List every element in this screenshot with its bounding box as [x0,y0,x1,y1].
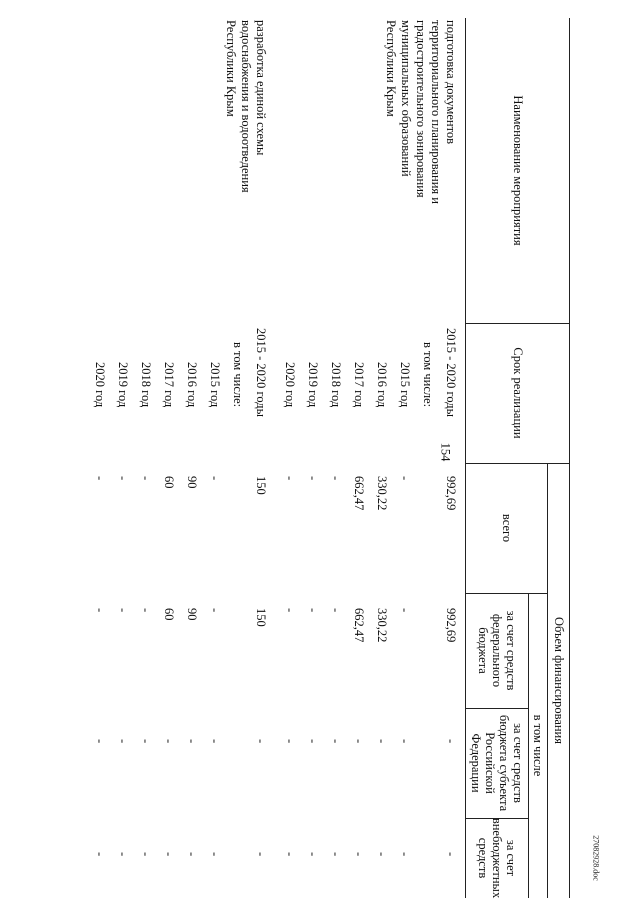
regional-value-cell: - [208,739,222,744]
regional-value-cell: - [352,739,366,744]
header-name: Наименование мероприятия [511,95,525,246]
activity-name-line: территориального планирования и [429,20,443,204]
total-value-cell: - [139,476,153,481]
federal-value-cell: - [116,608,130,613]
regional-value-cell: - [306,739,320,744]
total-value-cell: - [208,476,222,481]
activity-name-line: подготовка документов [444,20,458,145]
header-period: Срок реализации [511,347,525,439]
period-cell: 2015 - 2020 годы [444,328,458,418]
federal-value-cell: 662,47 [352,608,366,643]
total-value-cell: - [283,476,297,481]
header-federal: за счет средств федерального бюджета [476,610,519,691]
regional-value-cell: - [185,739,199,744]
federal-value-cell: 992,69 [444,608,458,643]
extra-value-cell: - [93,852,107,857]
period-cell: 2016 год [375,362,389,408]
period-cell: 2015 год [398,362,412,408]
extra-value-cell: - [185,852,199,857]
extra-value-cell: - [254,852,268,857]
regional-value-cell: - [283,739,297,744]
header-regional: за счет средств бюджета субъекта Российской Федерации [469,714,526,812]
total-value-cell: 150 [254,476,268,495]
period-cell: 2020 год [283,362,297,408]
period-cell: 2018 год [139,362,153,408]
federal-value-cell: 330,22 [375,608,389,643]
federal-value-cell: - [329,608,343,613]
activity-name-line: Республики Крым [384,20,398,117]
total-value-cell: - [116,476,130,481]
regional-value-cell: - [375,739,389,744]
activity-name-line: муниципальных образований [399,20,413,177]
total-value-cell: 90 [185,476,199,489]
header-total: всего [500,513,514,543]
total-value-cell: 330,22 [375,476,389,511]
regional-value-cell: - [162,739,176,744]
extra-value-cell: - [139,852,153,857]
period-cell: 2019 год [116,362,130,408]
federal-value-cell: - [398,608,412,613]
header-including: в том числе [531,714,546,777]
period-cell: 2017 год [352,362,366,408]
extra-value-cell: - [375,852,389,857]
period-cell: 2019 год [306,362,320,408]
total-value-cell: - [93,476,107,481]
federal-value-cell: 60 [162,608,176,621]
activity-name-line: водоснабжения и водоотведения [239,20,253,193]
header-extrabudget: за счет внебюджетных средств [476,817,519,899]
extra-value-cell: - [329,852,343,857]
header-volume: Объем финансирования [552,617,566,744]
extra-value-cell: - [398,852,412,857]
federal-value-cell: - [139,608,153,613]
period-cell: 2018 год [329,362,343,408]
federal-value-cell: 150 [254,608,268,627]
page-number: 154 [438,442,453,462]
financing-table [30,18,570,898]
period-cell: 2015 год [208,362,222,408]
federal-value-cell: - [93,608,107,613]
period-cell: 2016 год [185,362,199,408]
period-cell: в том числе: [421,342,435,408]
regional-value-cell: - [93,739,107,744]
period-cell: 2015 - 2020 годы [254,328,268,418]
total-value-cell: 60 [162,476,176,489]
total-value-cell: 992,69 [444,476,458,511]
federal-value-cell: - [306,608,320,613]
regional-value-cell: - [444,739,458,744]
activity-name-line: градостроительного зонирования [414,20,428,198]
extra-value-cell: - [162,852,176,857]
extra-value-cell: - [208,852,222,857]
regional-value-cell: - [254,739,268,744]
total-value-cell: - [329,476,343,481]
federal-value-cell: - [283,608,297,613]
regional-value-cell: - [329,739,343,744]
regional-value-cell: - [398,739,412,744]
extra-value-cell: - [306,852,320,857]
activity-name-line: Республики Крым [224,20,238,117]
federal-value-cell: - [208,608,222,613]
period-cell: 2017 год [162,362,176,408]
total-value-cell: - [306,476,320,481]
total-value-cell: 662,47 [352,476,366,511]
footer-filename: 27082928.doc [591,835,601,881]
federal-value-cell: 90 [185,608,199,621]
total-value-cell: - [398,476,412,481]
period-cell: в том числе: [231,342,245,408]
extra-value-cell: - [352,852,366,857]
extra-value-cell: - [116,852,130,857]
extra-value-cell: - [283,852,297,857]
activity-name-line: разработка единой схемы [254,20,268,156]
extra-value-cell: - [444,852,458,857]
regional-value-cell: - [116,739,130,744]
period-cell: 2020 год [93,362,107,408]
regional-value-cell: - [139,739,153,744]
